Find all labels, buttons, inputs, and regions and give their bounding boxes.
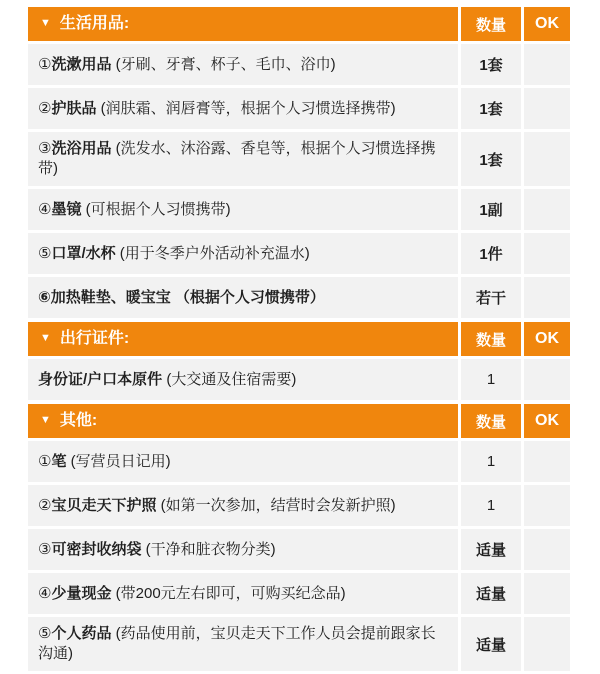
- item-title: 可密封收纳袋: [51, 540, 142, 558]
- ok-checkbox-cell: [524, 277, 570, 318]
- item-description: (润肤霜、润唇膏等，根据个人习惯选择携带): [96, 99, 396, 117]
- item-number: ①: [38, 55, 52, 73]
- item-description: (写营员日记用): [66, 452, 171, 470]
- checklist-section: [28, 404, 570, 671]
- quantity-cell: 适量: [461, 573, 521, 614]
- item-description: (大交通及住宿需要): [162, 370, 297, 388]
- item-text: [38, 55, 336, 75]
- item-cell: [28, 617, 458, 671]
- item-number: ④: [38, 584, 52, 602]
- section-header-row: [28, 7, 570, 41]
- ok-checkbox-cell: [524, 573, 570, 614]
- quantity-column-header: 数量: [461, 7, 521, 41]
- item-cell: [28, 44, 458, 85]
- item-description: (带200元左右即可，可购买纪念品): [111, 584, 346, 602]
- item-title: 个人药品: [51, 625, 112, 642]
- ok-column-header: OK: [524, 322, 570, 356]
- ok-checkbox-cell: [524, 132, 570, 186]
- quantity-cell: 1套: [461, 132, 521, 186]
- item-title: 笔: [51, 452, 67, 470]
- item-number: ②: [38, 496, 52, 514]
- quantity-cell: 1: [461, 485, 521, 526]
- item-number: ⑤: [38, 244, 52, 262]
- checklist-section: [28, 7, 570, 318]
- quantity-cell: 1副: [461, 189, 521, 230]
- item-text: [38, 244, 310, 264]
- quantity-cell: 1: [461, 359, 521, 400]
- ok-checkbox-cell: [524, 617, 570, 671]
- ok-column-header: OK: [524, 7, 570, 41]
- item-title: 洗漱用品: [51, 55, 112, 73]
- ok-checkbox-cell: [524, 359, 570, 400]
- item-text: [38, 540, 276, 560]
- item-cell: [28, 359, 458, 400]
- section-header-row: [28, 322, 570, 356]
- table-row: [28, 88, 570, 129]
- collapse-triangle-icon: ▼: [40, 16, 51, 29]
- item-description: (用于冬季户外活动补充温水): [115, 244, 310, 262]
- item-description: (牙刷、牙膏、杯子、毛巾、浴巾): [111, 55, 336, 73]
- quantity-column-header: 数量: [461, 322, 521, 356]
- item-text: [38, 200, 231, 220]
- item-title: 加热鞋垫、暖宝宝: [50, 288, 171, 306]
- packing-checklist-table: [28, 7, 570, 671]
- table-row: [28, 359, 570, 400]
- collapse-triangle-icon: ▼: [40, 331, 51, 344]
- item-number: ①: [38, 452, 52, 470]
- ok-checkbox-cell: [524, 529, 570, 570]
- quantity-cell: 适量: [461, 529, 521, 570]
- item-title: 宝贝走天下护照: [51, 496, 157, 514]
- item-title: 身份证/户口本原件: [38, 370, 163, 388]
- quantity-cell: 若干: [461, 277, 521, 318]
- table-row: [28, 132, 570, 186]
- table-row: [28, 529, 570, 570]
- item-title: 口罩/水杯: [51, 244, 116, 262]
- section-header-row: [28, 404, 570, 438]
- ok-checkbox-cell: [524, 441, 570, 482]
- item-text: [38, 370, 296, 390]
- table-row: [28, 573, 570, 614]
- item-title: 洗浴用品: [51, 140, 112, 157]
- section-header-cell: [28, 404, 458, 438]
- item-text: [38, 584, 346, 604]
- table-row: [28, 485, 570, 526]
- item-number: ⑤: [38, 625, 52, 642]
- item-title: 少量现金: [51, 584, 112, 602]
- ok-checkbox-cell: [524, 189, 570, 230]
- item-cell: [28, 88, 458, 129]
- quantity-cell: 1套: [461, 44, 521, 85]
- item-text: [38, 452, 171, 472]
- item-cell: [28, 441, 458, 482]
- item-text: [38, 288, 325, 308]
- item-description: (洗发水、沐浴露、香皂等，根据个人习惯选择携带): [38, 140, 436, 177]
- ok-checkbox-cell: [524, 233, 570, 274]
- quantity-cell: 适量: [461, 617, 521, 671]
- item-number: ⑥: [38, 288, 51, 306]
- item-text: [38, 99, 396, 119]
- checklist-section: [28, 322, 570, 400]
- item-text: [38, 139, 448, 179]
- item-title: 墨镜: [51, 200, 82, 218]
- item-cell: [28, 573, 458, 614]
- table-row: [28, 441, 570, 482]
- table-row: [28, 617, 570, 671]
- collapse-triangle-icon: ▼: [40, 413, 51, 426]
- item-cell: [28, 529, 458, 570]
- ok-column-header: OK: [524, 404, 570, 438]
- item-description: (药品使用前，宝贝走天下工作人员会提前跟家长沟通): [38, 625, 436, 662]
- quantity-cell: 1件: [461, 233, 521, 274]
- item-description: (可根据个人习惯携带): [81, 200, 231, 218]
- item-cell: [28, 277, 458, 318]
- item-number: ③: [38, 540, 52, 558]
- item-cell: [28, 132, 458, 186]
- section-header-cell: [28, 7, 458, 41]
- item-number: ②: [38, 99, 52, 117]
- item-description: （根据个人习惯携带）: [170, 288, 325, 306]
- item-text: [38, 496, 396, 516]
- table-row: [28, 189, 570, 230]
- quantity-cell: 1套: [461, 88, 521, 129]
- section-title: 出行证件:: [59, 330, 130, 347]
- item-number: ③: [38, 140, 52, 157]
- item-cell: [28, 189, 458, 230]
- item-cell: [28, 485, 458, 526]
- table-row: [28, 44, 570, 85]
- item-number: ④: [38, 200, 52, 218]
- section-title: 其他:: [59, 412, 98, 429]
- item-description: (干净和脏衣物分类): [141, 540, 276, 558]
- item-cell: [28, 233, 458, 274]
- table-row: [28, 233, 570, 274]
- ok-checkbox-cell: [524, 44, 570, 85]
- quantity-cell: 1: [461, 441, 521, 482]
- section-title: 生活用品:: [59, 15, 130, 32]
- item-title: 护肤品: [51, 99, 97, 117]
- ok-checkbox-cell: [524, 88, 570, 129]
- section-header-cell: [28, 322, 458, 356]
- table-row: [28, 277, 570, 318]
- quantity-column-header: 数量: [461, 404, 521, 438]
- item-description: (如第一次参加，结营时会发新护照): [156, 496, 396, 514]
- item-text: [38, 624, 448, 664]
- ok-checkbox-cell: [524, 485, 570, 526]
